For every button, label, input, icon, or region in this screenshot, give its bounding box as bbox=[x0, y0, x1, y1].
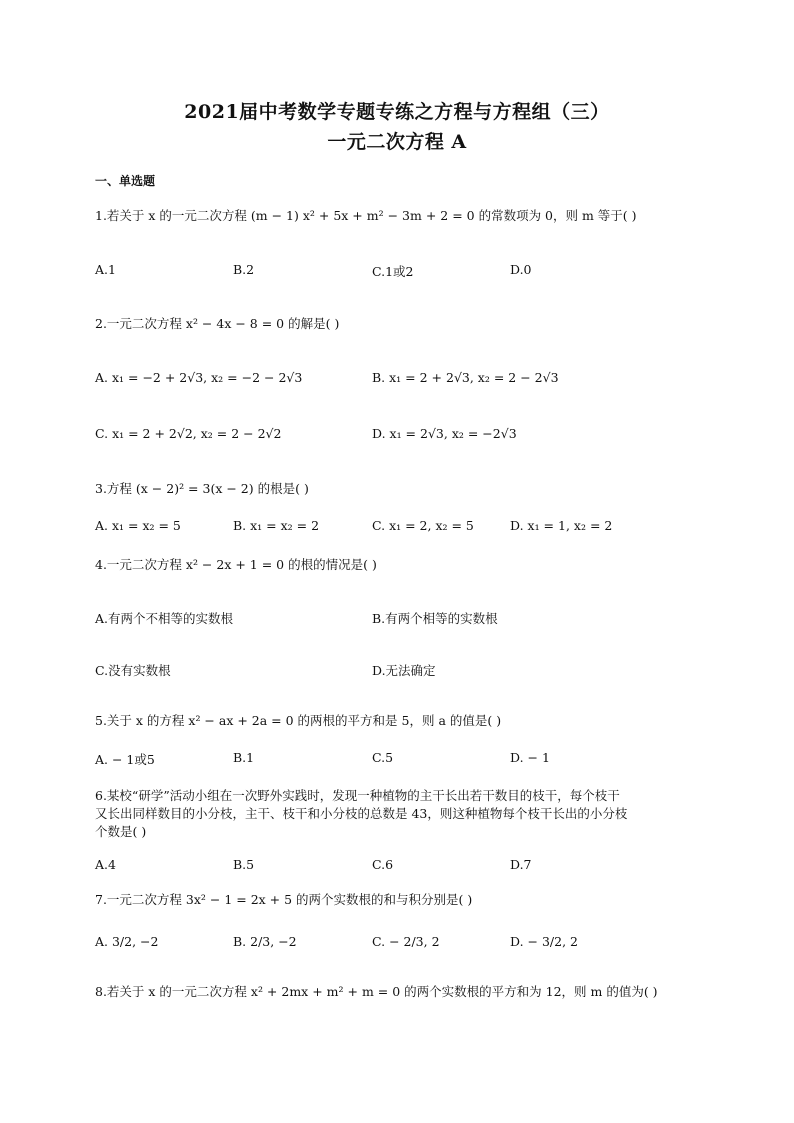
q2-option-a: A. x₁ = −2 + 2√3, x₂ = −2 − 2√3 bbox=[95, 370, 303, 385]
doc-title-line2: 一元二次方程 A bbox=[327, 131, 467, 153]
q4-option-c: C.没有实数根 bbox=[95, 663, 171, 678]
q4-option-b: B.有两个相等的实数根 bbox=[372, 611, 498, 626]
question-6-stem-line3: 个数是( ) bbox=[95, 824, 147, 839]
question-6-stem-line1: 6.某校“研学”活动小组在一次野外实践时，发现一种植物的主干长出若干数目的枝干，每个枝干 bbox=[95, 788, 620, 803]
q1-option-d: D.0 bbox=[510, 262, 532, 277]
question-8-stem: 8.若关于 x 的一元二次方程 x² + 2mx + m² + m = 0 的两个实数根的平方和为 12，则 m 的值为( ) bbox=[95, 984, 658, 999]
q6-option-d: D.7 bbox=[510, 857, 532, 872]
q2-option-c: C. x₁ = 2 + 2√2, x₂ = 2 − 2√2 bbox=[95, 426, 282, 441]
doc-title-line1: 2021届中考数学专题专练之方程与方程组（三） bbox=[184, 101, 610, 123]
question-4-stem: 4.一元二次方程 x² − 2x + 1 = 0 的根的情况是( ) bbox=[95, 557, 377, 572]
q6-option-a: A.4 bbox=[95, 857, 116, 872]
q5-option-d: D. − 1 bbox=[510, 750, 550, 765]
q1-option-b: B.2 bbox=[233, 262, 255, 277]
q7-option-c: C. − 2/3, 2 bbox=[372, 934, 440, 949]
q3-option-c: C. x₁ = 2, x₂ = 5 bbox=[372, 518, 474, 533]
question-6-stem-line2: 又长出同样数目的小分枝，主干、枝干和小分枝的总数是 43，则这种植物每个枝干长出的小分枝 bbox=[95, 806, 628, 821]
q4-option-a: A.有两个不相等的实数根 bbox=[95, 611, 234, 626]
q3-option-d: D. x₁ = 1, x₂ = 2 bbox=[510, 518, 613, 533]
question-2-stem: 2.一元二次方程 x² − 4x − 8 = 0 的解是( ) bbox=[95, 316, 340, 331]
q1-option-a: A.1 bbox=[95, 262, 116, 277]
q5-option-c: C.5 bbox=[372, 750, 394, 765]
q6-option-b: B.5 bbox=[233, 857, 255, 872]
section-heading: 一、单选题 bbox=[95, 174, 156, 188]
question-1-stem: 1.若关于 x 的一元二次方程 (m − 1) x² + 5x + m² − 3m + 2 = 0 的常数项为 0，则 m 等于( ) bbox=[95, 208, 637, 223]
q7-option-b: B. 2/3, −2 bbox=[233, 934, 297, 949]
q6-option-c: C.6 bbox=[372, 857, 394, 872]
q1-option-c: C.1或2 bbox=[372, 264, 414, 279]
q7-option-a: A. 3/2, −2 bbox=[95, 934, 159, 949]
q3-option-b: B. x₁ = x₂ = 2 bbox=[233, 518, 320, 533]
q7-option-d: D. − 3/2, 2 bbox=[510, 934, 578, 949]
question-7-stem: 7.一元二次方程 3x² − 1 = 2x + 5 的两个实数根的和与积分别是( ) bbox=[95, 892, 473, 907]
q2-option-b: B. x₁ = 2 + 2√3, x₂ = 2 − 2√3 bbox=[372, 370, 559, 385]
question-5-stem: 5.关于 x 的方程 x² − ax + 2a = 0 的两根的平方和是 5，则 a 的值是( ) bbox=[95, 713, 502, 728]
q4-option-d: D.无法确定 bbox=[372, 663, 436, 678]
q5-option-b: B.1 bbox=[233, 750, 255, 765]
q3-option-a: A. x₁ = x₂ = 5 bbox=[95, 518, 181, 533]
q2-option-d: D. x₁ = 2√3, x₂ = −2√3 bbox=[372, 426, 517, 441]
q5-option-a: A. − 1或5 bbox=[95, 752, 155, 767]
question-3-stem: 3.方程 (x − 2)² = 3(x − 2) 的根是( ) bbox=[95, 481, 309, 496]
